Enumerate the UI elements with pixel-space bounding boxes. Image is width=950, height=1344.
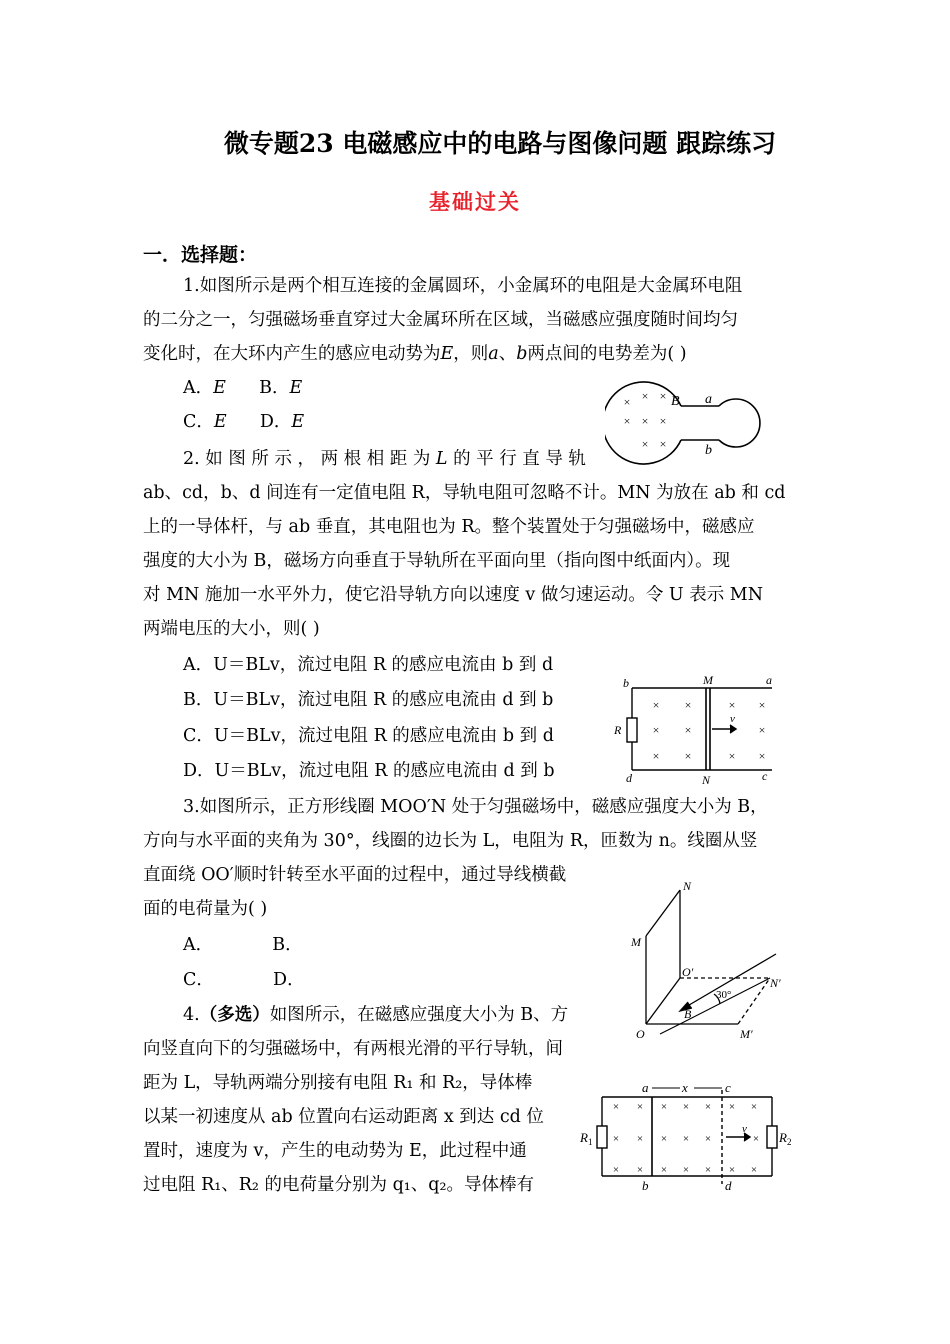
svg-text:×: × <box>728 698 736 712</box>
page-title: 微专题23 电磁感应中的电路与图像问题 跟踪练习 <box>223 129 777 158</box>
q1-line-1: 1.如图所示是两个相互连接的金属圆环，小金属环的电阻是大金属环电阻 <box>183 276 743 296</box>
q4-line-3: 距为 L，导轨两端分别接有电阻 R₁ 和 R₂，导体棒 <box>143 1073 533 1093</box>
svg-text:×: × <box>752 1133 760 1145</box>
q1-option-d[interactable]: D．E <box>259 412 305 432</box>
q2-line-6: 两端电压的大小，则( ) <box>143 619 320 639</box>
svg-text:×: × <box>750 1101 758 1113</box>
q1-option-b[interactable]: B．E <box>259 378 303 398</box>
q3-line-1: 3.如图所示，正方形线圈 MOO′N 处于匀强磁场中，磁感应强度大小为 B， <box>183 797 768 817</box>
q2-line-1: 2. 如 图 所 示 ， 两 根 相 距 为 L 的 平 行 直 导 轨 <box>183 449 586 469</box>
section-subtitle: 基础过关 <box>429 189 521 214</box>
q2-option-a[interactable]: A．U＝BLv，流过电阻 R 的感应电流由 b 到 d <box>183 655 554 675</box>
q1-options-ab <box>183 378 302 398</box>
q4-line-5: 置时，速度为 v，产生的电动势为 E，此过程中通 <box>143 1141 527 1161</box>
svg-text:×: × <box>704 1164 712 1176</box>
q1-option-a[interactable]: A．E <box>183 378 226 398</box>
svg-text:×: × <box>758 723 766 737</box>
q2-fig-label-n: N <box>702 773 711 787</box>
q4-fig-label-d: d <box>725 1178 732 1193</box>
q1-fig-label-b-field: B <box>671 394 680 409</box>
q4-fig-label-b: b <box>642 1178 649 1193</box>
svg-text:×: × <box>728 1101 736 1113</box>
q1-line-2: 的二分之一，匀强磁场垂直穿过大金属环所在区域，当磁感应强度随时间均匀 <box>143 310 738 330</box>
svg-text:×: × <box>684 698 692 712</box>
q1-ring-figure <box>605 378 775 468</box>
q3-fig-label-m: M <box>631 935 641 949</box>
q4-fig-label-v: v <box>742 1123 747 1135</box>
svg-text:×: × <box>612 1164 620 1176</box>
svg-text:×: × <box>684 749 692 763</box>
svg-text:×: × <box>758 749 766 763</box>
svg-text:×: × <box>641 389 649 403</box>
svg-text:×: × <box>659 437 667 451</box>
q3-option-b[interactable]: B． <box>272 935 303 955</box>
q2-line-3: 上的一导体杆，与 ab 垂直，其电阻也为 R。整个装置处于匀强磁场中，磁感应 <box>143 517 755 537</box>
q4-line-4: 以某一初速度从 ab 位置向右运动距离 x 到达 cd 位 <box>143 1107 544 1127</box>
svg-text:×: × <box>641 414 649 428</box>
svg-text:×: × <box>612 1101 620 1113</box>
svg-text:×: × <box>684 723 692 737</box>
q2-fig-label-b: b <box>623 676 629 690</box>
q4-line-6: 过电阻 R₁、R₂ 的电荷量分别为 q₁、q₂。导体棒有 <box>143 1175 535 1195</box>
q3-line-3: 直面绕 OO′顺时针转至水平面的过程中，通过导线横截 <box>143 865 567 885</box>
svg-text:×: × <box>641 437 649 451</box>
svg-text:×: × <box>704 1101 712 1113</box>
q3-fig-label-o: O <box>636 1027 645 1041</box>
q3-options-ab <box>183 935 303 955</box>
q1-fig-label-a: a <box>705 392 712 407</box>
q3-option-a[interactable]: A． <box>183 935 214 955</box>
q4-fig-label-c: c <box>725 1080 731 1095</box>
q4-fig-label-r1: $R_1$ <box>580 1130 593 1147</box>
svg-text:×: × <box>636 1164 644 1176</box>
svg-text:×: × <box>660 1133 668 1145</box>
q2-option-c[interactable]: C．U＝BLv，流过电阻 R 的感应电流由 b 到 d <box>183 726 554 746</box>
q3-coil-figure <box>628 878 796 1046</box>
q2-fig-label-m: M <box>703 673 713 687</box>
q2-rail-figure <box>610 672 780 790</box>
q2-fig-label-c: c <box>762 769 768 783</box>
svg-text:×: × <box>636 1101 644 1113</box>
q3-line-2: 方向与水平面的夹角为 30°，线圈的边长为 L，电阻为 R，匝数为 n。线圈从竖 <box>143 831 758 851</box>
q1-options-cd <box>183 412 304 432</box>
q1-fig-label-b: b <box>705 443 712 458</box>
svg-text:×: × <box>682 1164 690 1176</box>
q3-fig-label-n-prime: N′ <box>770 976 781 990</box>
q3-option-d[interactable]: D． <box>273 970 305 990</box>
q2-line-2: ab、cd，b、d 间连有一定值电阻 R，导轨电阻可忽略不计。MN 为放在 ab 和 cd <box>143 483 786 503</box>
q3-line-4: 面的电荷量为( ) <box>143 899 268 919</box>
q3-fig-label-o-prime: O′ <box>682 965 694 979</box>
svg-text:×: × <box>659 414 667 428</box>
q2-option-b[interactable]: B．U＝BLv，流过电阻 R 的感应电流由 d 到 b <box>183 690 554 710</box>
svg-text:×: × <box>612 1133 620 1145</box>
q4-fig-label-x: x <box>682 1080 688 1095</box>
q3-fig-label-m-prime: M′ <box>740 1027 753 1041</box>
section-heading: 一．选择题： <box>143 244 258 266</box>
svg-text:×: × <box>750 1164 758 1176</box>
svg-text:×: × <box>660 1101 668 1113</box>
q4-fig-label-r2: $R_2$ <box>779 1130 792 1147</box>
q2-fig-label-d: d <box>626 771 632 785</box>
q4-fig-label-a: a <box>642 1080 649 1095</box>
q2-line-5: 对 MN 施加一水平外力，使它沿导轨方向以速度 v 做匀速运动。令 U 表示 MN <box>143 585 764 605</box>
svg-text:×: × <box>659 389 667 403</box>
q3-fig-label-n: N <box>683 879 692 893</box>
svg-text:×: × <box>636 1133 644 1145</box>
q3-option-c[interactable]: C． <box>183 970 214 990</box>
svg-text:×: × <box>623 395 631 409</box>
q3-fig-label-b: B <box>684 1007 692 1021</box>
q2-fig-label-a: a <box>766 673 772 687</box>
svg-text:×: × <box>728 749 736 763</box>
svg-text:×: × <box>704 1133 712 1145</box>
q2-line-4: 强度的大小为 B，磁场方向垂直于导轨所在平面向里（指向图中纸面内）。现 <box>143 551 731 571</box>
svg-text:×: × <box>652 749 660 763</box>
q3-fig-label-angle: 30° <box>716 989 732 1001</box>
q2-option-d[interactable]: D．U＝BLv，流过电阻 R 的感应电流由 d 到 b <box>183 761 555 781</box>
q3-options-cd <box>183 970 305 990</box>
q2-fig-label-v: v <box>730 713 735 725</box>
svg-text:×: × <box>652 723 660 737</box>
svg-text:×: × <box>682 1133 690 1145</box>
q1-option-c[interactable]: C．E <box>183 412 227 432</box>
svg-text:×: × <box>652 698 660 712</box>
q4-line-2: 向竖直向下的匀强磁场中，有两根光滑的平行导轨，间 <box>143 1039 563 1059</box>
q2-fig-label-r: R <box>614 723 622 737</box>
svg-text:×: × <box>623 414 631 428</box>
q4-rail-figure <box>580 1080 800 1196</box>
svg-text:×: × <box>758 698 766 712</box>
svg-text:×: × <box>682 1101 690 1113</box>
svg-text:×: × <box>660 1164 668 1176</box>
q4-line-1: 4.（多选）如图所示，在磁感应强度大小为 B、方 <box>183 1005 569 1025</box>
svg-text:×: × <box>728 1164 736 1176</box>
q1-line-3: 变化时，在大环内产生的感应电动势为E，则a、b两点间的电势差为( ) <box>143 344 687 364</box>
